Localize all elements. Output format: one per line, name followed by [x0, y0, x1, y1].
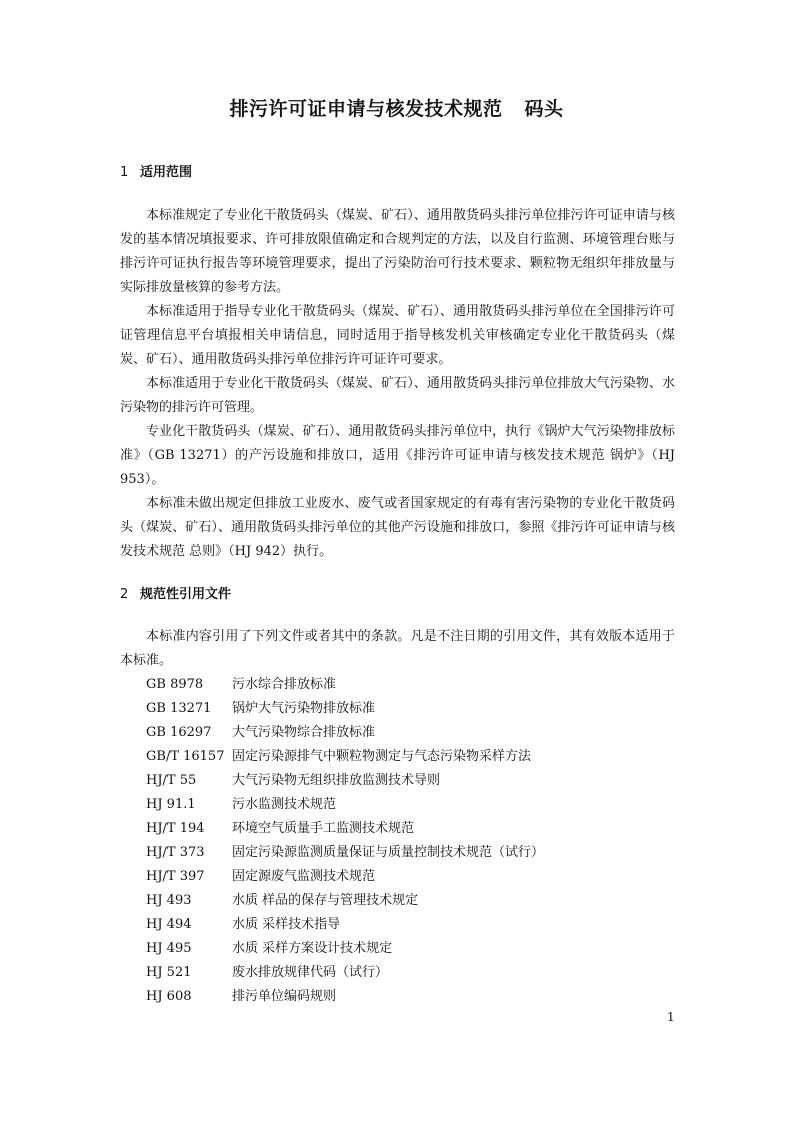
reference-code: GB 13271 — [146, 701, 212, 716]
paragraph-scope-4: 专业化干散货码头（煤炭、矿石）、通用散货码头排污单位中，执行《锅炉大气污染物排放标准》（GB 13271）的产污设施和排放口，适用《排污许可证申请与核发技术规范 锅炉》（HJ 953）。 — [120, 424, 675, 487]
reference-item — [146, 721, 544, 745]
reference-item — [146, 745, 544, 769]
reference-name: 污水监测技术规范 — [232, 797, 337, 812]
reference-code: GB 8978 — [146, 677, 204, 692]
reference-list — [146, 673, 544, 1009]
reference-code: HJ 493 — [146, 893, 192, 908]
paragraph-scope-3: 本标准适用于专业化干散货码头（煤炭、矿石）、通用散货码头排污单位排放大气污染物、水污染物的排污许可管理。 — [120, 376, 675, 415]
reference-item — [146, 769, 544, 793]
page-number: 1 — [667, 1010, 675, 1024]
reference-item — [146, 889, 544, 913]
reference-code: GB/T 16157 — [146, 749, 225, 764]
reference-name: 固定源废气监测技术规范 — [232, 869, 376, 884]
reference-item — [146, 841, 544, 865]
reference-name: 锅炉大气污染物排放标准 — [232, 701, 376, 716]
document-title-sub: 码头 — [524, 98, 564, 120]
section-heading-scope — [120, 161, 192, 180]
paragraph-scope-5: 本标准未做出规定但排放工业废水、废气或者国家规定的有毒有害污染物的专业化干散货码头（煤炭、矿石）、通用散货码头排污单位的其他产污设施和排放口，参照《排污许可证申请与核发技术规范 总则》（HJ 942）执行。 — [120, 496, 675, 559]
reference-name: 水质 采样技术指导 — [232, 917, 341, 932]
reference-item — [146, 697, 544, 721]
section-title: 适用范围 — [140, 165, 193, 180]
reference-item — [146, 913, 544, 937]
reference-name: 大气污染物综合排放标准 — [232, 725, 376, 740]
reference-name: 大气污染物无组织排放监测技术导则 — [232, 773, 441, 788]
reference-name: 水质 采样方案设计技术规定 — [232, 941, 393, 956]
document-title — [0, 94, 793, 121]
reference-name: 固定污染源排气中颗粒物测定与气态污染物采样方法 — [232, 749, 532, 764]
reference-name: 固定污染源监测质量保证与质量控制技术规范（试行） — [232, 845, 545, 860]
reference-item — [146, 793, 544, 817]
reference-item — [146, 865, 544, 889]
reference-code: HJ 521 — [146, 965, 192, 980]
section-heading-references — [120, 583, 231, 602]
reference-code: HJ/T 55 — [146, 773, 197, 788]
document-title-main: 排污许可证申请与核发技术规范 — [229, 98, 503, 120]
section-number: 1 — [120, 165, 129, 180]
reference-item — [146, 673, 544, 697]
paragraph-references-intro: 本标准内容引用了下列文件或者其中的条款。凡是不注日期的引用文件，其有效版本适用于本标准。 — [120, 629, 675, 668]
reference-name: 废水排放规律代码（试行） — [232, 965, 389, 980]
reference-code: HJ/T 194 — [146, 821, 205, 836]
reference-code: HJ/T 397 — [146, 869, 205, 884]
reference-item — [146, 937, 544, 961]
reference-item — [146, 961, 544, 985]
reference-code: GB 16297 — [146, 725, 212, 740]
reference-item — [146, 985, 544, 1009]
reference-name: 环境空气质量手工监测技术规范 — [232, 821, 415, 836]
section-number: 2 — [120, 587, 129, 602]
reference-item — [146, 817, 544, 841]
reference-code: HJ 495 — [146, 941, 192, 956]
reference-code: HJ 494 — [146, 917, 192, 932]
reference-name: 污水综合排放标准 — [232, 677, 337, 692]
reference-code: HJ/T 373 — [146, 845, 205, 860]
paragraph-scope-1: 本标准规定了专业化干散货码头（煤炭、矿石）、通用散货码头排污单位排污许可证申请与核发的基本情况填报要求、许可排放限值确定和合规判定的方法，以及自行监测、环境管理台账与排污许可证执行报告等环境管理要求，提出了污染防治可行技术要求、颗粒物无组织年排放量与实际排放量核算的参考方法。 — [120, 208, 675, 295]
reference-code: HJ 608 — [146, 989, 192, 1004]
reference-name: 水质 样品的保存与管理技术规定 — [232, 893, 419, 908]
reference-code: HJ 91.1 — [146, 797, 196, 812]
reference-name: 排污单位编码规则 — [232, 989, 337, 1004]
paragraph-scope-2: 本标准适用于指导专业化干散货码头（煤炭、矿石）、通用散货码头排污单位在全国排污许可证管理信息平台填报相关申请信息，同时适用于指导核发机关审核确定专业化干散货码头（煤炭、矿石）、通用散货码头排污单位排污许可证许可要求。 — [120, 304, 675, 367]
section-title: 规范性引用文件 — [140, 587, 232, 602]
